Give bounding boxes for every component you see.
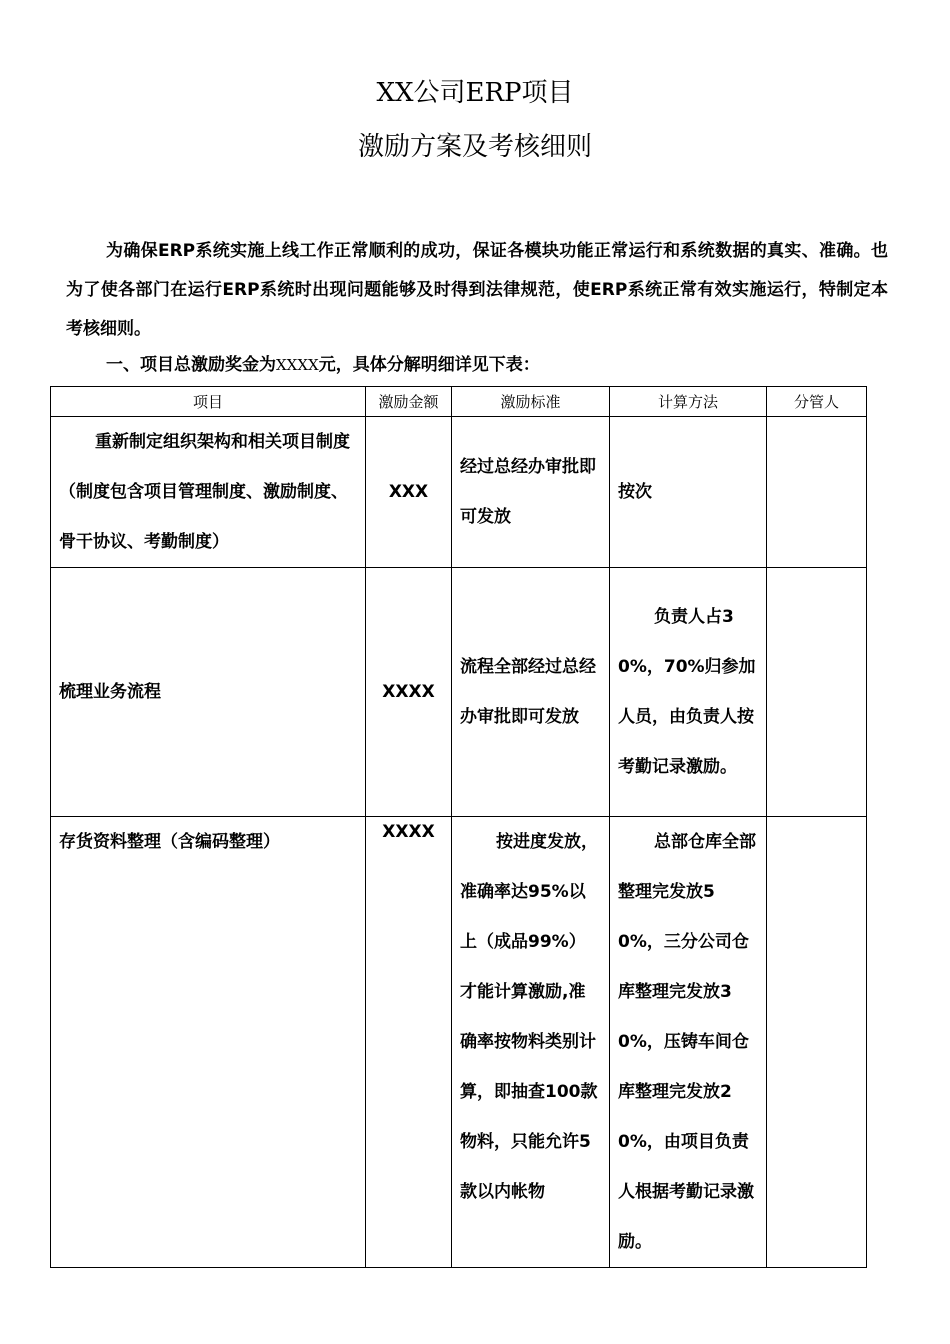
header-method: 计算方法 [610,387,767,417]
cell-method: 负责人占30%，70%归参加人员，由负责人按考勤记录激励。 [610,568,767,817]
table-header-row [51,387,867,417]
header-owner: 分管人 [767,387,867,417]
header-amount: 激励金额 [366,387,452,417]
document-title-line2: 激励方案及考核细则 [357,132,592,162]
cell-method: 按次 [610,417,767,568]
header-project: 项目 [51,387,366,417]
cell-project: 重新制定组织架构和相关项目制度（制度包含项目管理制度、激励制度、骨干协议、考勤制度） [51,417,366,568]
header-standard: 激励标准 [452,387,610,417]
section-suffix: 元，具体分解明细详见下表： [318,355,540,375]
cell-owner [767,817,867,1268]
cell-owner [767,417,867,568]
cell-amount: XXX [366,417,452,568]
table-row [51,568,867,817]
cell-method: 总部仓库全部整理完发放50%，三分公司仓库整理完发放30%，压铸车间仓库整理完发放20%，由项目负责人根据考勤记录激励。 [610,817,767,1268]
section-prefix: 一、项目总激励奖金为 [106,355,276,375]
document-title-line1: XX公司ERP项目 [376,78,574,108]
cell-owner [767,568,867,817]
cell-standard: 按进度发放，准确率达95%以上（成品99%）才能计算激励,准确率按物料类别计算，即抽查100款物料，只能允许5款以内帐物 [452,817,610,1268]
table-row [51,817,867,1268]
cell-amount: XXXX [366,568,452,817]
cell-standard: 流程全部经过总经办审批即可发放 [452,568,610,817]
section-heading-1 [106,350,540,375]
section-amount: XXXX [276,356,319,374]
intro-paragraph: 为确保ERP系统实施上线工作正常顺利的成功，保证各模块功能正常运行和系统数据的真实、准确。也为了使各部门在运行ERP系统时出现问题能够及时得到法律规范，使ERP系统正常有效实施运行，特制定本考核细则。 [66,241,888,339]
cell-project: 存货资料整理（含编码整理） [51,817,366,1268]
incentive-table [50,386,867,1268]
cell-project: 梳理业务流程 [51,568,366,817]
table-row [51,417,867,568]
cell-standard: 经过总经办审批即可发放 [452,417,610,568]
cell-amount: XXXX [366,817,452,1268]
